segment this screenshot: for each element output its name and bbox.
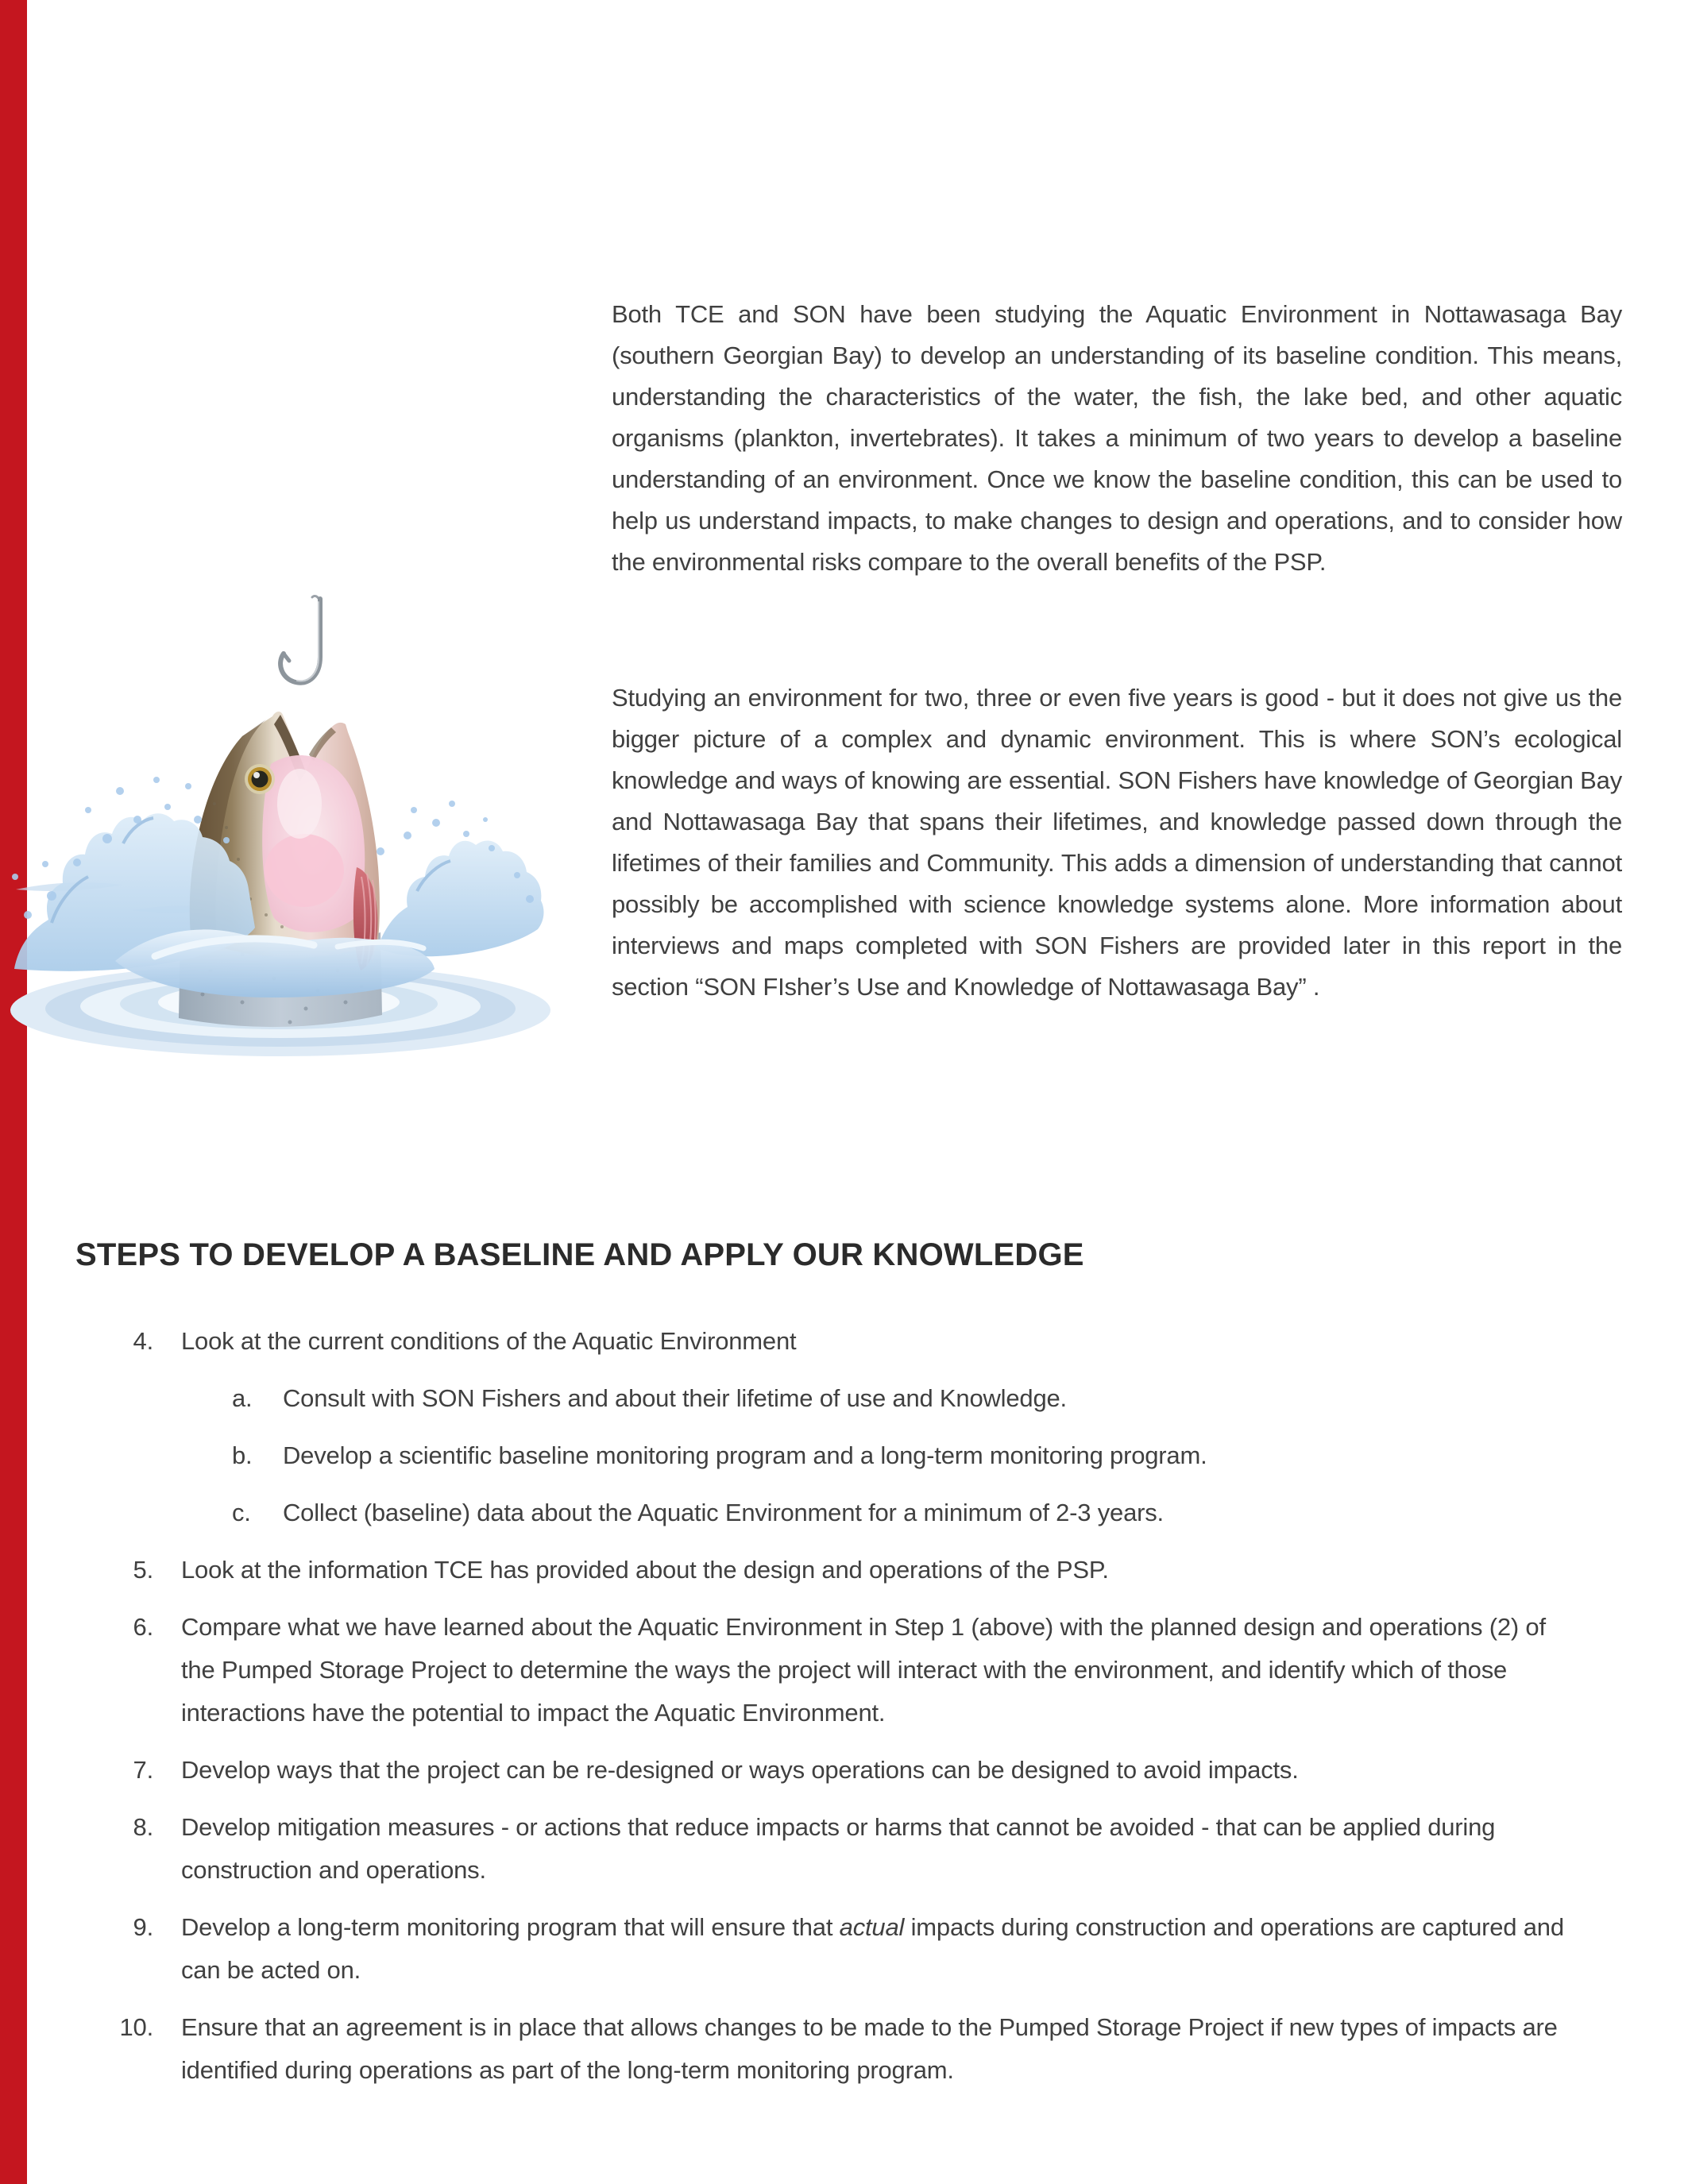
substep-item-a	[232, 1377, 1581, 1420]
step-text: Look at the information TCE has provided about the design and operations of the PSP.	[181, 1556, 1109, 1584]
substep-text: Collect (baseline) data about the Aquatic Environment for a minimum of 2-3 years.	[283, 1499, 1164, 1526]
substeps-list	[232, 1377, 1581, 1534]
step-text: Develop mitigation measures - or actions that reduce impacts or harms that cannot be avoided - that can be applied during construction and operations.	[181, 1813, 1496, 1884]
section-heading: STEPS TO DEVELOP A BASELINE AND APPLY OUR KNOWLEDGE	[75, 1237, 1084, 1272]
step-item-5	[114, 1549, 1581, 1592]
step-marker: 4.	[133, 1327, 153, 1355]
step-marker: 7.	[133, 1756, 153, 1784]
step-text-emphasis: actual	[839, 1913, 905, 1941]
paragraph-1: Both TCE and SON have been studying the Aquatic Environment in Nottawasaga Bay (southern Georgian Bay) to develop an understanding of its baseline condition. This means, understanding the characteristics of the water, the fish, the lake bed, and other aquatic organisms (plankton, invertebrates). It takes a minimum of two years to develop a baseline understanding of an environment. Once we know the baseline condition, this can be used to help us understand impacts, to make changes to design and operations, and to consider how the environmental risks compare to the overall benefits of the PSP.	[612, 300, 1622, 576]
step-marker: 9.	[133, 1913, 153, 1941]
fishing-hook-icon	[280, 596, 320, 682]
step-item-8	[114, 1806, 1581, 1892]
step-item-10	[114, 2006, 1581, 2092]
steps-list	[114, 1320, 1581, 2106]
substep-marker: b.	[232, 1441, 253, 1469]
substep-marker: c.	[232, 1499, 251, 1526]
step-marker: 8.	[133, 1813, 153, 1841]
page-edge-accent-bar	[0, 0, 27, 2184]
step-text: Compare what we have learned about the Aquatic Environment in Step 1 (above) with the planned design and operations (2) of the Pumped Storage Project to determine the ways the project will interact with the environment, and identify which of those interactions have the potential to impact the Aquatic Environment.	[181, 1613, 1546, 1727]
substep-item-b	[232, 1434, 1581, 1477]
paragraph-2: Studying an environment for two, three or even five years is good - but it does not give us the bigger picture of a complex and dynamic environment. This is where SON’s ecological knowledge and ways of knowing are essential. SON Fishers have knowledge of Georgian Bay and Nottawasaga Bay that spans their lifetimes, and knowledge passed down through the lifetimes of their families and Community. This adds a dimension of understanding that cannot possibly be accomplished with science knowledge systems alone. More information about interviews and maps completed with SON Fishers are provided later in this report in the section “SON FIsher’s Use and Knowledge of Nottawasaga Bay” .	[612, 684, 1622, 1001]
step-text-before: Develop a long-term monitoring program that will ensure that	[181, 1913, 840, 1941]
step-text: Develop ways that the project can be re-designed or ways operations can be designed to avoid impacts.	[181, 1756, 1299, 1784]
step-text-after: impacts during construction and operations are captured and can be acted on.	[181, 1913, 1564, 1984]
substep-text: Consult with SON Fishers and about their lifetime of use and Knowledge.	[283, 1384, 1067, 1412]
substep-marker: a.	[232, 1384, 253, 1412]
substep-text: Develop a scientific baseline monitoring program and a long-term monitoring program.	[283, 1441, 1207, 1469]
step-text: Look at the current conditions of the Aquatic Environment	[181, 1327, 797, 1355]
step-text: Ensure that an agreement is in place that allows changes to be made to the Pumped Storage Project if new types of impacts are identified during operations as part of the long-term monitoring program.	[181, 2013, 1558, 2084]
step-marker: 5.	[133, 1556, 153, 1584]
step-body	[181, 1320, 1581, 1534]
step-item-6	[114, 1606, 1581, 1734]
fish-eye	[245, 764, 275, 794]
fish-splash-illustration	[4, 573, 556, 1064]
substep-item-c	[232, 1491, 1581, 1534]
step-text	[181, 1906, 1581, 1992]
step-item-9	[114, 1906, 1581, 1992]
step-item-7	[114, 1749, 1581, 1792]
step-marker: 6.	[133, 1613, 153, 1641]
step-item-4	[114, 1320, 1581, 1534]
step-marker: 10.	[119, 2013, 153, 2041]
